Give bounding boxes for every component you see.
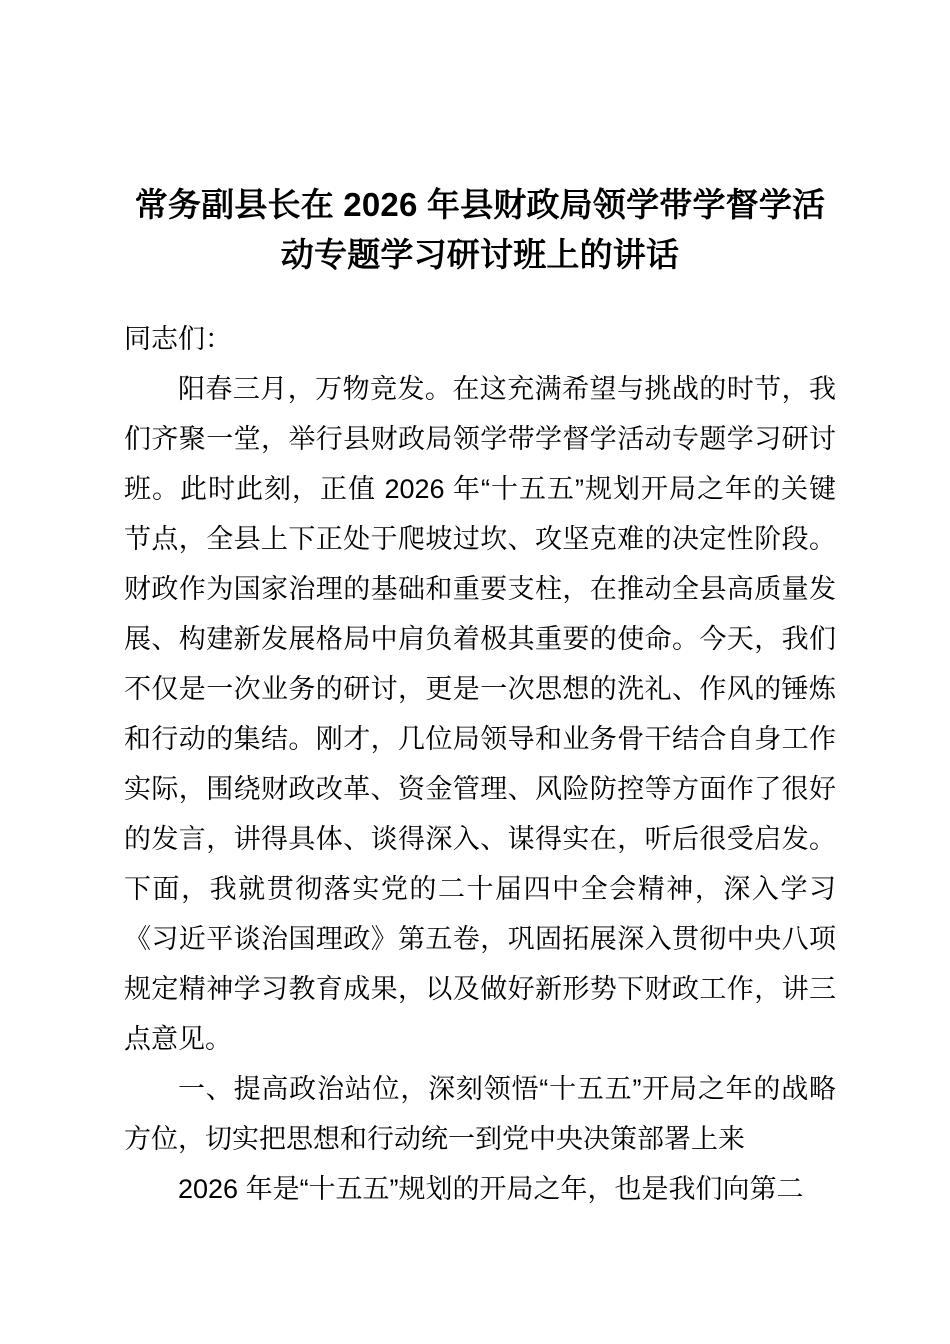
paragraph-opening: 阳春三月，万物竞发。在这充满希望与挑战的时节，我们齐聚一堂，举行县财政局领学带学督学活动专题学习研讨班。此时此刻，正值 2026 年“十五五”规划开局之年的关键节点，全县上下正处于爬坡过坎、攻坚克难的决定性阶段。财政作为国家治理的基础和重要支柱，在推动全县高质量发展、构建新发展格局中肩负着极其重要的使命。今天，我们不仅是一次业务的研讨，更是一次思想的洗礼、作风的锤炼和行动的集结。刚才，几位局领导和业务骨干结合自身工作实际，围绕财政改革、资金管理、风险防控等方面作了很好的发言，讲得具体、谈得深入、谋得实在，听后很受启发。下面，我就贯彻落实党的二十届四中全会精神，深入学习《习近平谈治国理政》第五卷，巩固拓展深入贯彻中央八项规定精神学习教育成果，以及做好新形势下财政工作，讲三点意见。 [124,374,836,1054]
document-body [124,0,836,1214]
paragraph-section-one-body: 2026 年是“十五五”规划的开局之年，也是我们向第二 [178,1174,804,1204]
page-title: 常务副县长在 2026 年县财政局领学带学督学活动专题学习研讨班上的讲话 [134,186,826,273]
salutation: 同志们： [124,324,232,354]
section-heading-one: 一、提高政治站位，深刻领悟“十五五”开局之年的战略方位，切实把思想和行动统一到党中央决策部署上来 [124,1074,836,1154]
